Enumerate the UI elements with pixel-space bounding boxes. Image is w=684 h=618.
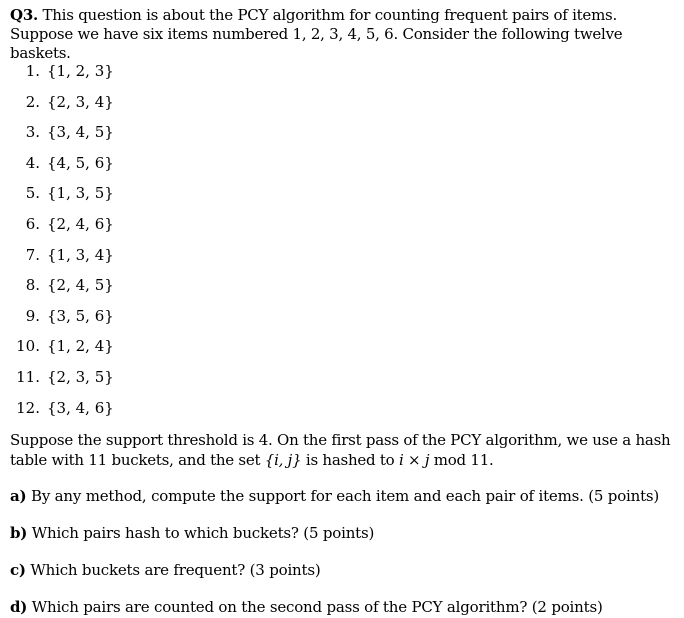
part-text: Which pairs hash to which buckets? (5 points) xyxy=(31,524,375,542)
part-d xyxy=(10,598,603,616)
basket-number: 6. xyxy=(25,214,40,233)
question-number: Q3. xyxy=(10,6,38,24)
basket-set: {2, 3, 4} xyxy=(47,92,114,111)
part-label: b) xyxy=(10,524,28,542)
part-c xyxy=(10,561,320,579)
basket-set: {4, 5, 6} xyxy=(47,153,114,172)
question-page xyxy=(10,6,674,616)
basket-number: 4. xyxy=(25,153,40,172)
basket-number: 10. xyxy=(16,337,40,356)
support-threshold-paragraph xyxy=(10,430,674,470)
part-b xyxy=(10,524,374,542)
basket-number: 11. xyxy=(16,367,40,386)
basket-number: 1. xyxy=(25,62,40,80)
basket-number: 5. xyxy=(25,184,40,203)
question-intro xyxy=(10,6,674,63)
part-text: Which buckets are frequent? (3 points) xyxy=(30,561,321,579)
support-text-b: is hashed to xyxy=(301,451,399,469)
pair-set-expression: {i, j} xyxy=(264,451,302,469)
part-label: d) xyxy=(10,598,28,616)
basket-set: {1, 2, 3} xyxy=(47,62,114,80)
question-intro-text: This question is about the PCY algorithm for counting frequent pairs of items. Suppose we have six items numbered 1, 2, 3, 4, 5, 6. Consider the following twelve baskets. xyxy=(10,6,623,62)
basket-set: {3, 4, 5} xyxy=(47,123,114,142)
basket-number: 7. xyxy=(25,245,40,264)
basket-number: 3. xyxy=(25,123,40,142)
part-label: a) xyxy=(10,487,27,505)
basket-number: 9. xyxy=(25,306,40,325)
part-text: Which pairs are counted on the second pass of the PCY algorithm? (2 points) xyxy=(31,598,603,616)
basket-set: {2, 4, 6} xyxy=(47,214,114,233)
basket-set: {2, 3, 5} xyxy=(47,367,114,386)
part-label: c) xyxy=(10,561,26,579)
basket-set: {1, 3, 5} xyxy=(47,184,114,203)
part-text: By any method, compute the support for each item and each pair of items. (5 points) xyxy=(31,487,660,505)
basket-set: {3, 5, 6} xyxy=(47,306,114,325)
basket-number: 12. xyxy=(16,398,40,417)
basket-number: 8. xyxy=(25,276,40,295)
basket-set: {1, 2, 4} xyxy=(47,337,114,356)
hash-expression: i × j xyxy=(398,451,430,469)
basket-set: {1, 3, 4} xyxy=(47,245,114,264)
basket-set: {2, 4, 5} xyxy=(47,276,114,295)
basket-set: {3, 4, 6} xyxy=(47,398,114,417)
basket-number: 2. xyxy=(25,92,40,111)
support-text-c: mod 11. xyxy=(429,451,494,469)
support-text-a: Suppose the support threshold is 4. On the first pass of the PCY algorithm, we use a hash table with 11 buckets, and the set xyxy=(10,431,671,469)
part-a xyxy=(10,487,659,505)
